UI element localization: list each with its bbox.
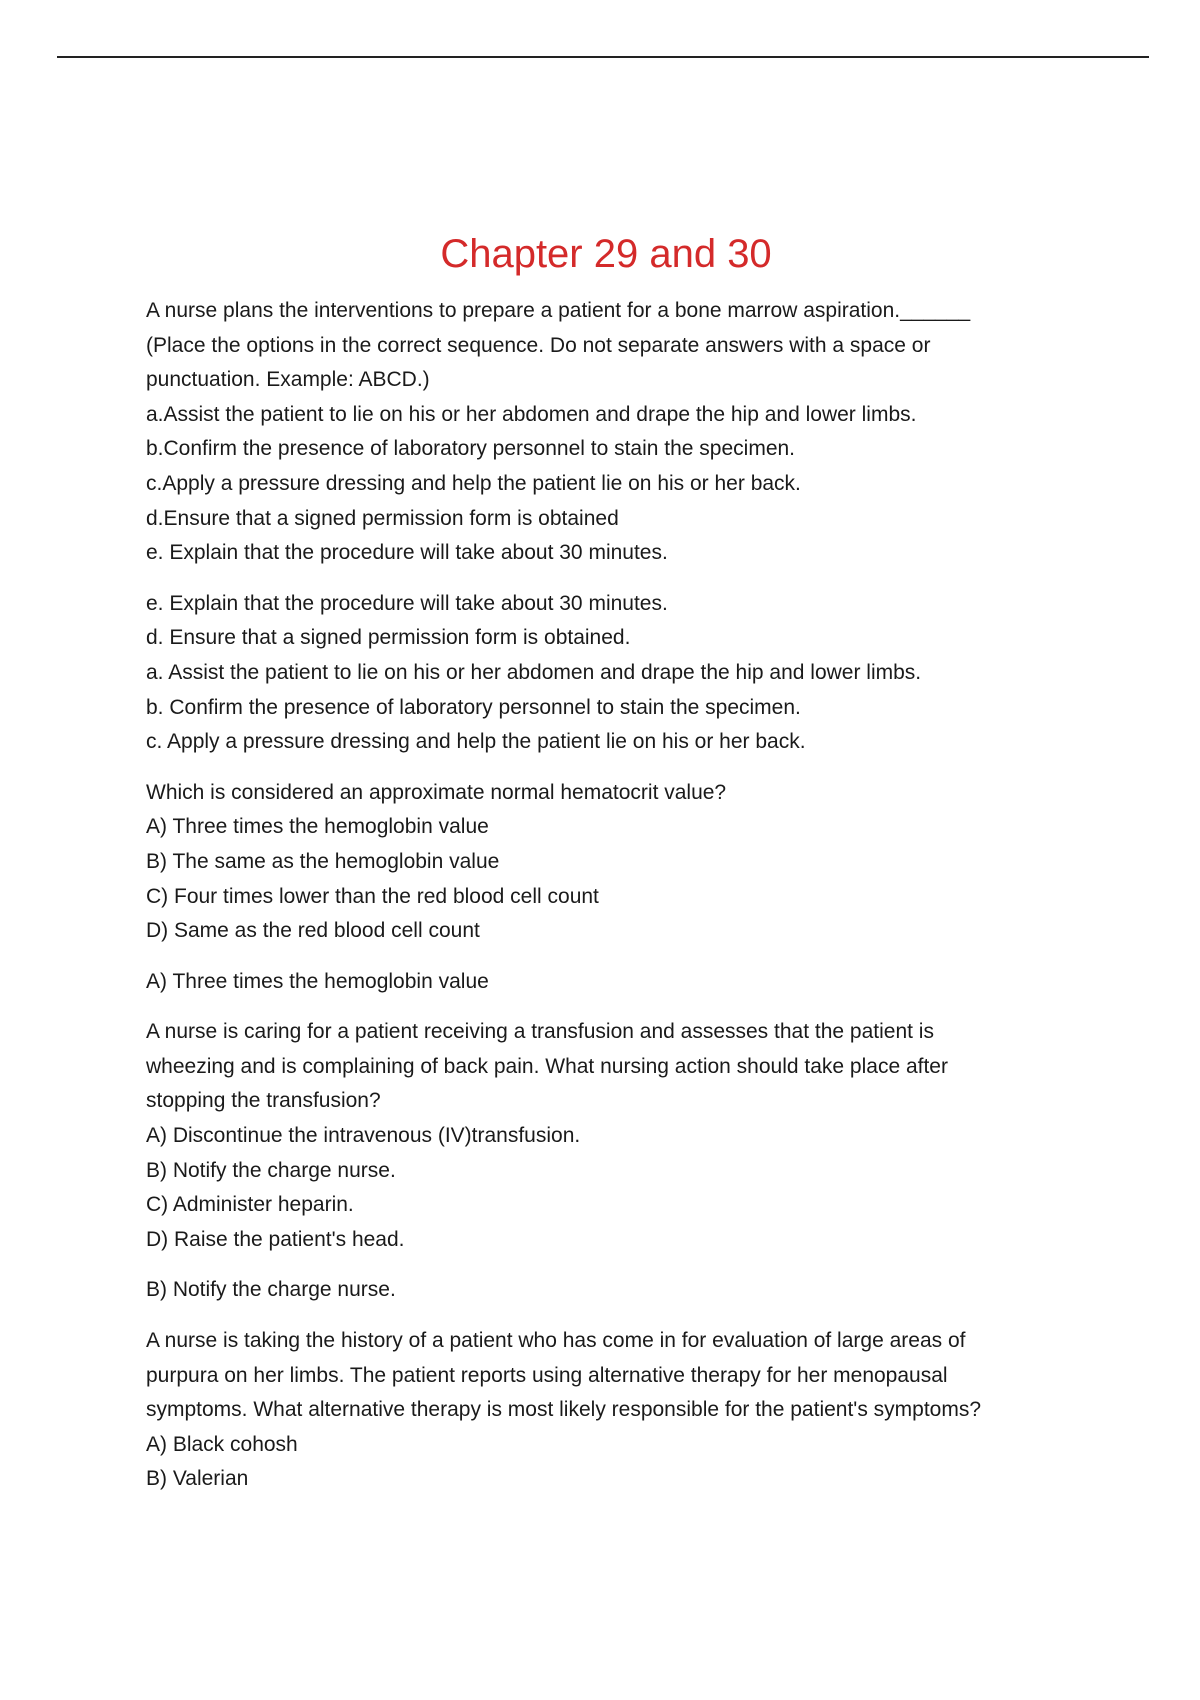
- question-1-answer-line: e. Explain that the procedure will take about 30 minutes.: [146, 591, 668, 615]
- question-4-prompt-line: A nurse is taking the history of a patient who has come in for evaluation of large areas of: [146, 1329, 966, 1353]
- question-3-prompt-line: A nurse is caring for a patient receiving a transfusion and assesses that the patient is: [146, 1020, 934, 1044]
- question-3-prompt-line: wheezing and is complaining of back pain. What nursing action should take place after: [146, 1054, 948, 1078]
- question-3-option: A) Discontinue the intravenous (IV)transfusion.: [146, 1124, 581, 1148]
- question-3-answer-line: B) Notify the charge nurse.: [146, 1278, 396, 1302]
- question-1-answer: [146, 587, 1066, 760]
- question-4-option: A) Black cohosh: [146, 1432, 298, 1456]
- question-1-prompt-line: A nurse plans the interventions to prepare a patient for a bone marrow aspiration.______: [146, 299, 971, 322]
- question-2-answer: [146, 965, 1066, 1000]
- question-1-option: d.Ensure that a signed permission form is obtained: [146, 506, 619, 530]
- question-1-option: a.Assist the patient to lie on his or her abdomen and drape the hip and lower limbs.: [146, 402, 917, 426]
- question-1-prompt-line: (Place the options in the correct sequence. Do not separate answers with a space or: [146, 333, 931, 357]
- question-2-prompt-line: Which is considered an approximate normal hematocrit value?: [146, 780, 727, 804]
- question-1-option: e. Explain that the procedure will take about 30 minutes.: [146, 541, 668, 565]
- question-3: [146, 1015, 1066, 1257]
- header-rule: [57, 56, 1149, 58]
- question-1-answer-line: b. Confirm the presence of laboratory personnel to stain the specimen.: [146, 695, 801, 719]
- question-1-answer-line: d. Ensure that a signed permission form is obtained.: [146, 626, 631, 650]
- question-2-option: A) Three times the hemoglobin value: [146, 815, 489, 839]
- page-title: Chapter 29 and 30: [440, 232, 772, 276]
- question-1-option: b.Confirm the presence of laboratory personnel to stain the specimen.: [146, 437, 796, 461]
- question-3-option: B) Notify the charge nurse.: [146, 1158, 396, 1182]
- question-2: [146, 776, 1066, 949]
- question-1-option: c.Apply a pressure dressing and help the patient lie on his or her back.: [146, 471, 801, 495]
- question-3-option: C) Administer heparin.: [146, 1193, 354, 1217]
- question-1: [146, 294, 1066, 571]
- question-2-option: B) The same as the hemoglobin value: [146, 849, 500, 873]
- question-3-prompt-line: stopping the transfusion?: [146, 1089, 381, 1113]
- question-4-prompt-line: purpura on her limbs. The patient reports using alternative therapy for her menopausal: [146, 1363, 948, 1387]
- question-1-answer-line: a. Assist the patient to lie on his or her abdomen and drape the hip and lower limbs.: [146, 660, 922, 684]
- question-1-answer-line: c. Apply a pressure dressing and help the patient lie on his or her back.: [146, 730, 806, 754]
- question-2-answer-line: A) Three times the hemoglobin value: [146, 969, 489, 993]
- question-1-prompt-line: punctuation. Example: ABCD.): [146, 368, 430, 392]
- question-2-option: C) Four times lower than the red blood cell count: [146, 884, 599, 908]
- question-3-answer: [146, 1273, 1066, 1308]
- question-4: [146, 1324, 1066, 1497]
- question-4-prompt-line: symptoms. What alternative therapy is most likely responsible for the patient's symptoms?: [146, 1398, 982, 1422]
- question-4-option: B) Valerian: [146, 1467, 249, 1491]
- question-3-option: D) Raise the patient's head.: [146, 1227, 405, 1251]
- document-body: [146, 226, 1066, 1513]
- question-2-option: D) Same as the red blood cell count: [146, 919, 480, 943]
